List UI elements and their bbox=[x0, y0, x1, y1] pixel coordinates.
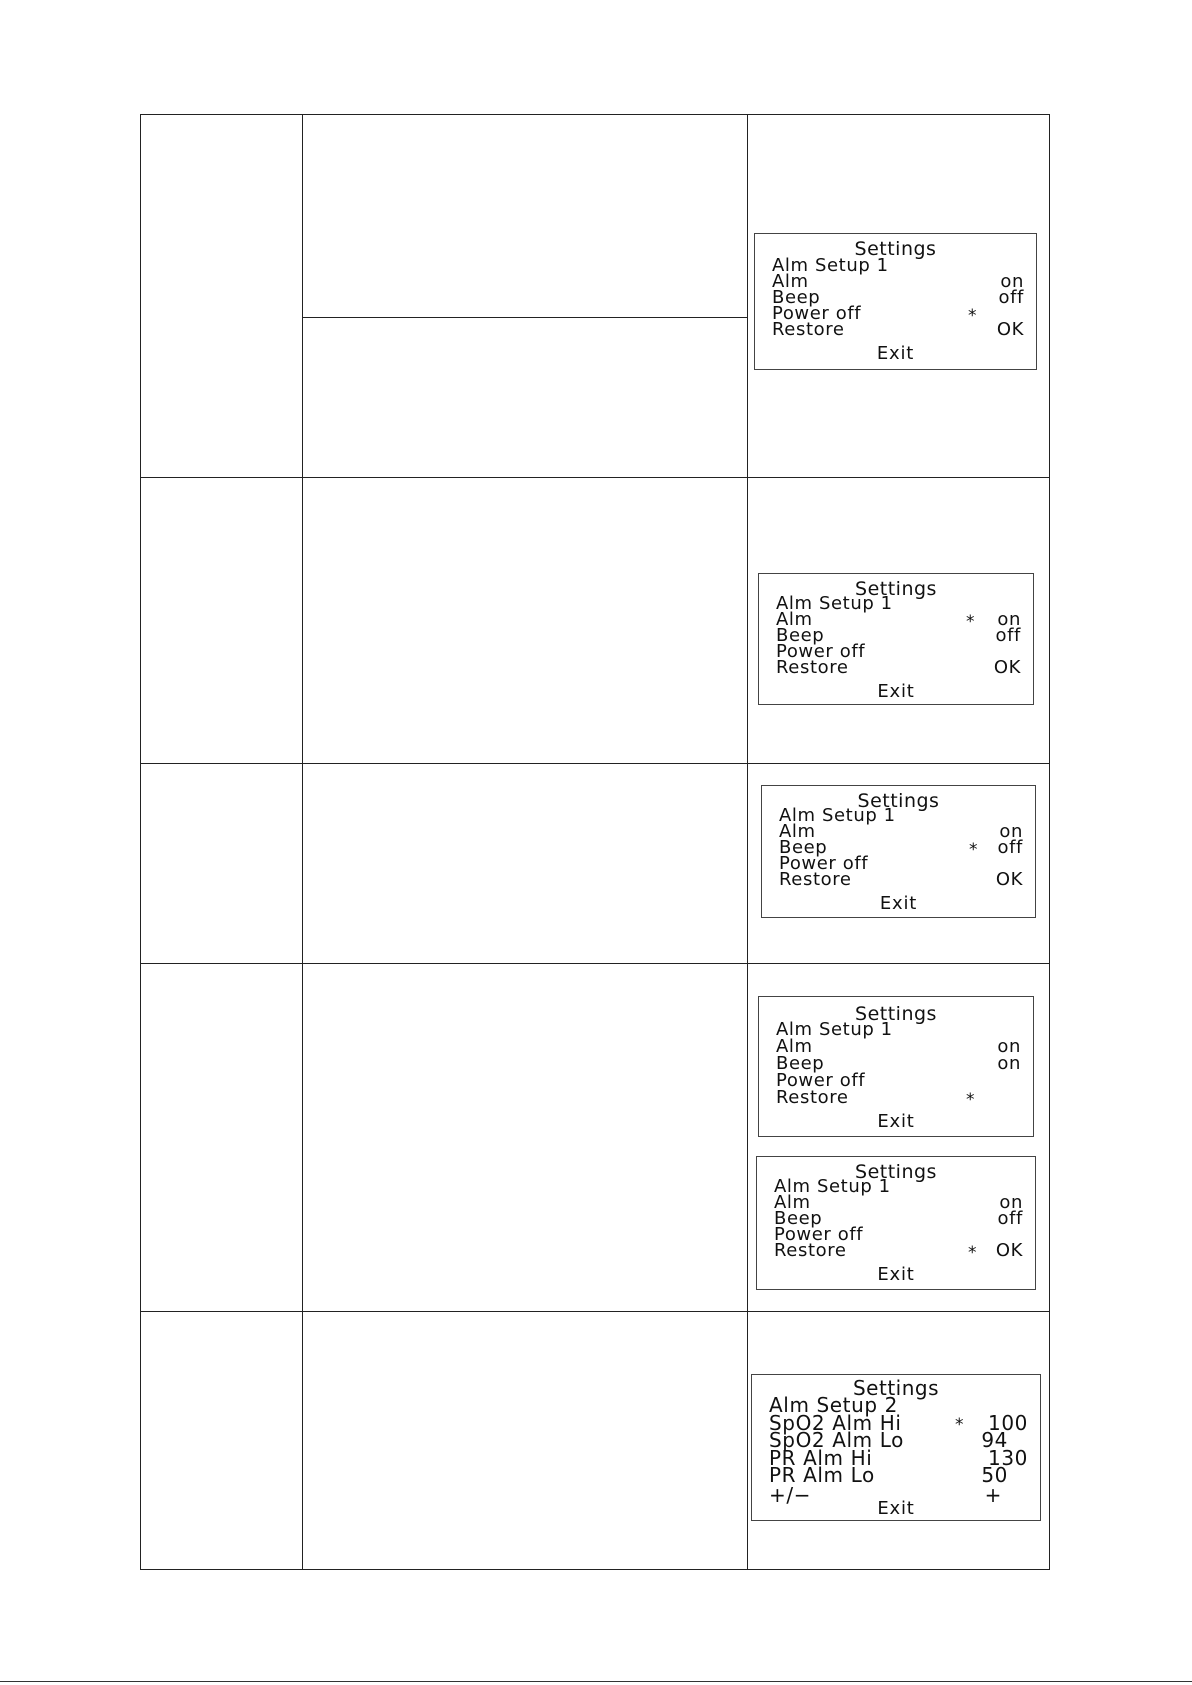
row-restore: Restore OK bbox=[776, 657, 1021, 678]
row-pr-alm-hi: PR Alm Hi 130 bbox=[769, 1446, 1028, 1470]
row-power-off: Power off bbox=[776, 1070, 866, 1091]
settings-screen-beep bbox=[761, 785, 1036, 918]
screen-title: Settings bbox=[855, 578, 937, 600]
row-restore: Restore OK bbox=[779, 869, 1023, 890]
row-alm: Alm * on bbox=[776, 609, 1021, 632]
row-divider-4 bbox=[141, 1311, 1049, 1312]
row-alm: Alm on bbox=[776, 1036, 1021, 1057]
row-alm-setup: Alm Setup 2 bbox=[769, 1393, 898, 1417]
row-beep: Beep off bbox=[776, 625, 1021, 646]
settings-screen-restore-ok bbox=[756, 1156, 1036, 1290]
row-restore: Restore * OK bbox=[774, 1240, 1023, 1263]
row-alm-setup: Alm Setup 1 bbox=[776, 593, 893, 614]
row-divider-3 bbox=[141, 963, 1049, 964]
row-divider-1a bbox=[302, 317, 747, 318]
row-alm-setup: Alm Setup 1 bbox=[772, 255, 889, 276]
row-plus-minus: +/− + bbox=[769, 1483, 1002, 1507]
row-power-off: Power off * bbox=[772, 303, 978, 326]
exit-label: Exit bbox=[876, 343, 915, 364]
row-power-off: Power off bbox=[779, 853, 869, 874]
page-bottom-rule bbox=[0, 1681, 1192, 1682]
screen-title: Settings bbox=[855, 1003, 937, 1025]
screen-title: Settings bbox=[852, 1376, 940, 1400]
row-restore: Restore * bbox=[776, 1087, 976, 1110]
screen-title: Settings bbox=[857, 790, 940, 812]
row-divider-1 bbox=[141, 477, 1049, 478]
screen-title: Settings bbox=[855, 1161, 937, 1183]
settings-screen-power-off bbox=[754, 233, 1037, 370]
selection-asterisk-icon: * bbox=[966, 1090, 976, 1110]
selection-asterisk-icon: * bbox=[969, 840, 979, 860]
row-spo2-alm-hi: SpO2 Alm Hi * 100 bbox=[769, 1411, 1028, 1435]
row-power-off: Power off bbox=[776, 641, 866, 662]
settings-screen-restore bbox=[758, 996, 1034, 1137]
column-divider-1 bbox=[302, 115, 303, 1569]
exit-label: Exit bbox=[877, 681, 915, 702]
row-spo2-alm-lo: SpO2 Alm Lo 94 bbox=[769, 1428, 1008, 1452]
settings-screen-alm-setup-2 bbox=[751, 1374, 1041, 1521]
row-power-off: Power off bbox=[774, 1224, 864, 1245]
exit-label: Exit bbox=[879, 893, 918, 914]
row-beep: Beep off bbox=[774, 1208, 1023, 1229]
row-alm: Alm on bbox=[772, 271, 1024, 292]
selection-asterisk-icon: * bbox=[966, 612, 976, 632]
row-alm-setup: Alm Setup 1 bbox=[776, 1019, 893, 1040]
selection-asterisk-icon: * bbox=[968, 306, 978, 326]
row-pr-alm-lo: PR Alm Lo 50 bbox=[769, 1463, 1008, 1487]
column-divider-2 bbox=[747, 115, 748, 1569]
row-alm: Alm on bbox=[774, 1192, 1023, 1213]
row-alm-setup: Alm Setup 1 bbox=[774, 1176, 891, 1197]
row-divider-2 bbox=[141, 763, 1049, 764]
exit-label: Exit bbox=[877, 1264, 915, 1285]
row-beep: Beep * off bbox=[779, 837, 1023, 860]
screen-title: Settings bbox=[854, 238, 937, 260]
exit-label: Exit bbox=[877, 1111, 915, 1132]
row-alm: Alm on bbox=[779, 821, 1023, 842]
row-restore: Restore OK bbox=[772, 319, 1024, 340]
exit-label: Exit bbox=[877, 1498, 915, 1519]
settings-screen-alm bbox=[758, 573, 1034, 705]
selection-asterisk-icon: * bbox=[968, 1243, 978, 1263]
row-alm-setup: Alm Setup 1 bbox=[779, 805, 896, 826]
selection-asterisk-icon: * bbox=[955, 1415, 965, 1435]
row-beep: Beep on bbox=[776, 1053, 1021, 1074]
row-beep: Beep off bbox=[772, 287, 1024, 308]
